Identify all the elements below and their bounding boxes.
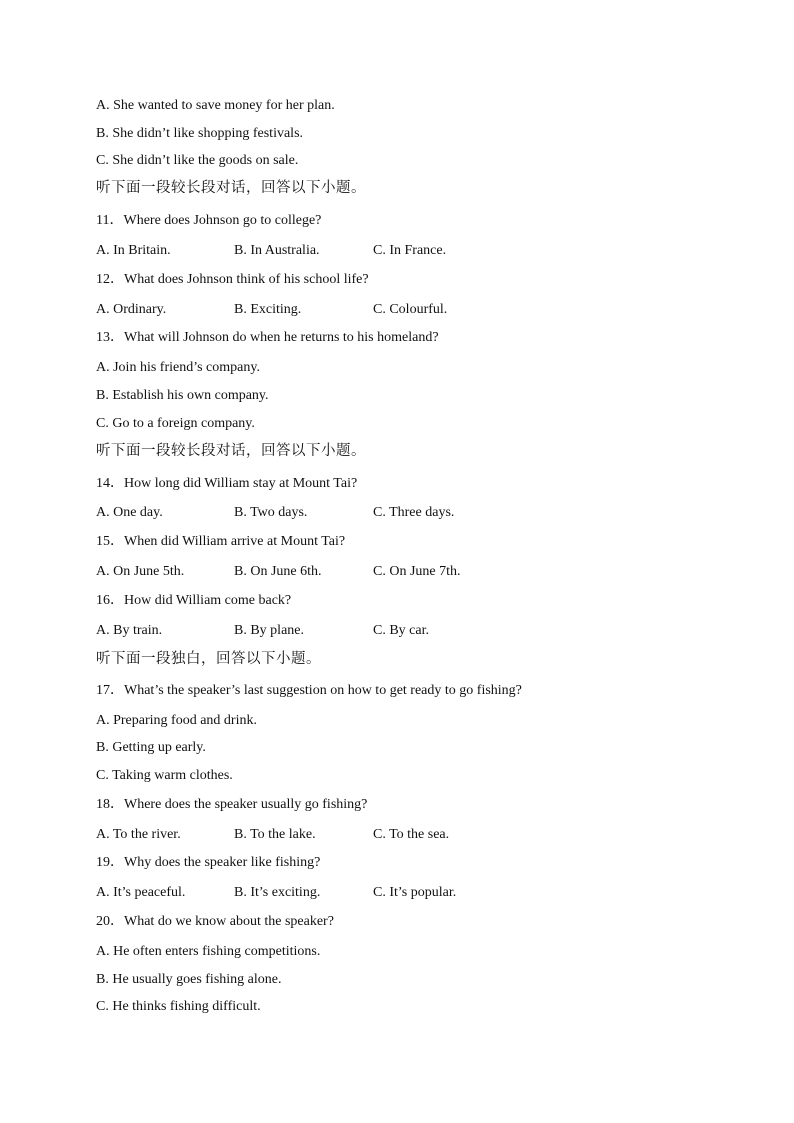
question-16: 16．How did William come back? — [96, 593, 292, 608]
option-15b: B. On June 6th. — [234, 564, 322, 579]
option-11b: B. In Australia. — [234, 243, 320, 258]
section-instruction: 听下面一段较长段对话，回答以下小题。 — [96, 443, 366, 459]
option-14a: A. One day. — [96, 505, 163, 520]
question-19: 19．Why does the speaker like fishing? — [96, 855, 321, 870]
question-20: 20．What do we know about the speaker? — [96, 914, 334, 929]
option-11a: A. In Britain. — [96, 243, 171, 258]
option-19b: B. It’s exciting. — [234, 885, 321, 900]
question-18: 18．Where does the speaker usually go fishing? — [96, 797, 368, 812]
option-10a: A. She wanted to save money for her plan. — [96, 98, 335, 113]
question-14: 14．How long did William stay at Mount Tai? — [96, 476, 358, 491]
option-13a: A. Join his friend’s company. — [96, 360, 260, 375]
option-20c: C. He thinks fishing difficult. — [96, 999, 261, 1014]
option-12c: C. Colourful. — [373, 302, 448, 317]
option-10b: B. She didn’t like shopping festivals. — [96, 126, 304, 141]
question-17: 17．What’s the speaker’s last suggestion on how to get ready to go fishing? — [96, 683, 522, 698]
section-instruction: 听下面一段较长段对话，回答以下小题。 — [96, 180, 366, 196]
question-12: 12．What does Johnson think of his school life? — [96, 272, 369, 287]
option-17b: B. Getting up early. — [96, 740, 206, 755]
option-13b: B. Establish his own company. — [96, 388, 269, 403]
option-17a: A. Preparing food and drink. — [96, 713, 257, 728]
option-19c: C. It’s popular. — [373, 885, 457, 900]
option-15a: A. On June 5th. — [96, 564, 185, 579]
option-18c: C. To the sea. — [373, 827, 450, 842]
option-16a: A. By train. — [96, 623, 163, 638]
question-13: 13．What will Johnson do when he returns to his homeland? — [96, 330, 439, 345]
option-12b: B. Exciting. — [234, 302, 302, 317]
question-11: 11．Where does Johnson go to college? — [96, 213, 322, 228]
option-15c: C. On June 7th. — [373, 564, 461, 579]
option-20a: A. He often enters fishing competitions. — [96, 944, 321, 959]
option-13c: C. Go to a foreign company. — [96, 416, 255, 431]
option-10c: C. She didn’t like the goods on sale. — [96, 153, 299, 168]
option-14c: C. Three days. — [373, 505, 455, 520]
option-20b: B. He usually goes fishing alone. — [96, 972, 282, 987]
question-15: 15．When did William arrive at Mount Tai? — [96, 534, 346, 549]
option-18b: B. To the lake. — [234, 827, 316, 842]
option-18a: A. To the river. — [96, 827, 181, 842]
option-19a: A. It’s peaceful. — [96, 885, 186, 900]
option-16b: B. By plane. — [234, 623, 304, 638]
option-11c: C. In France. — [373, 243, 447, 258]
section-instruction: 听下面一段独白，回答以下小题。 — [96, 651, 321, 667]
option-12a: A. Ordinary. — [96, 302, 167, 317]
option-16c: C. By car. — [373, 623, 429, 638]
option-14b: B. Two days. — [234, 505, 308, 520]
option-17c: C. Taking warm clothes. — [96, 768, 233, 783]
